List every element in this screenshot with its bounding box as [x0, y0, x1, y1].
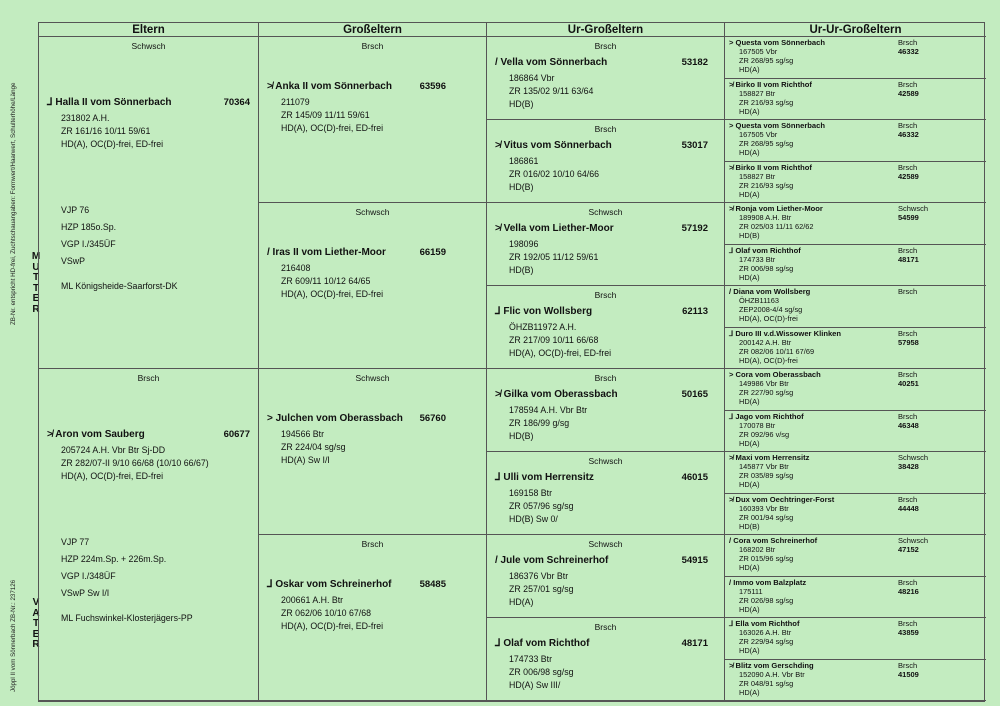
pedigree-cell [487, 286, 725, 369]
dog-name: ⅃ Oskar vom Schreinerhof [267, 579, 392, 590]
registration-number: 46332 [898, 47, 919, 56]
detail-line: ZR 035/89 sg/sg [739, 471, 794, 480]
dog-name: ≯ Gilka vom Oberassbach [495, 389, 618, 400]
pedigree-cell [725, 79, 986, 121]
detail-line: ZR 161/16 10/11 59/61 [61, 126, 151, 136]
coat-color: Schwsch [898, 204, 929, 213]
registration-number: 66159 [419, 247, 446, 258]
detail-line: 200661 A.H. Btr [281, 595, 344, 605]
detail-line: ZR 062/06 10/10 67/68 [281, 608, 371, 618]
dog-name: > Cora vom Oberassbach [729, 370, 821, 379]
performance-line: VGP I./348ÜF [61, 571, 116, 581]
side-note-dog: Jöppl II vom Sönnerbach ZB-Nr.: 237126 [10, 579, 17, 692]
detail-line: ZR 092/96 v/sg [739, 429, 790, 439]
detail-line: HD(A), OC(D)-frei, ED-frei [281, 123, 384, 133]
registration-number: 54599 [898, 213, 919, 222]
registration-number: 46015 [681, 472, 708, 483]
detail-line: ZR 026/98 sg/sg [739, 595, 794, 605]
registration-number: 56760 [419, 413, 446, 424]
detail-line: HD(A), OC(D)-frei, ED-frei [61, 139, 164, 149]
registration-number: 57192 [681, 223, 708, 234]
detail-line: 149986 Vbr Btr [739, 379, 789, 388]
detail-line: 158827 Btr [739, 88, 776, 98]
registration-number: 43859 [898, 628, 919, 637]
detail-line: HD(A) [739, 148, 760, 157]
dog-name: ⅃ Ulli vom Herrensitz [495, 472, 594, 483]
pedigree-cell [487, 203, 725, 286]
dog-name: / Diana vom Wollsberg [729, 287, 811, 296]
detail-line: ZR 001/94 sg/sg [739, 512, 794, 522]
detail-line: 186861 [509, 156, 539, 166]
registration-number: 50165 [681, 389, 708, 400]
detail-line: ZR 186/99 g/sg [509, 418, 570, 428]
detail-line: 169158 Btr [509, 488, 553, 498]
detail-line: HD(B) [509, 431, 534, 441]
detail-line: ZR 224/04 sg/sg [281, 442, 346, 452]
dog-name: ≯ Vitus vom Sönnerbach [495, 140, 612, 151]
registration-number: 60677 [223, 429, 250, 440]
detail-line: HD(A) [739, 687, 760, 697]
dog-name: / Vella vom Sönnerbach [495, 57, 608, 68]
detail-line: HD(A) Sw I/I [281, 455, 330, 465]
dog-name: / Cora vom Schreinerhof [729, 536, 818, 545]
detail-line: 211079 [281, 97, 310, 107]
detail-line: ZR 217/09 10/11 66/68 [509, 335, 599, 345]
dog-name: ⅃ Ella vom Richthof [729, 619, 800, 628]
detail-line: ZR 229/94 sg/sg [739, 637, 794, 646]
dog-name: ≯ Maxi vom Herrensitz [729, 453, 810, 462]
detail-line: ZR 048/91 sg/sg [739, 678, 794, 688]
side-margin [0, 20, 41, 700]
detail-line: ZR 227/90 sg/sg [739, 388, 794, 397]
dog-name: ≯ Ronja vom Liether-Moor [729, 204, 823, 213]
coat-color: Brsch [898, 287, 918, 296]
registration-number: 62113 [682, 306, 708, 317]
detail-line: HD(A) [739, 604, 760, 614]
performance-line: HZP 224m.Sp. + 226m.Sp. [61, 554, 167, 564]
vater-label: V A T E R [32, 597, 40, 650]
coat-color: Brsch [898, 619, 918, 628]
detail-line: HD(A), OC(D)-frei [739, 355, 798, 365]
detail-line: 158827 Btr [739, 171, 776, 181]
detail-line: HD(A) [739, 189, 760, 199]
registration-number: 63596 [419, 81, 446, 92]
detail-line: ZEP2008-4/4 sg/sg [739, 305, 803, 314]
detail-line: ZR 609/11 10/12 64/65 [281, 276, 371, 286]
registration-number: 42589 [898, 171, 919, 181]
dog-name: / Immo vom Balzplatz [729, 577, 807, 587]
pedigree-cell [725, 494, 986, 536]
coat-color: Brsch [594, 622, 617, 632]
coat-color: Schwsch [355, 373, 390, 383]
detail-line: 205724 A.H. Vbr Btr Sj-DD [61, 445, 166, 455]
coat-color: Brsch [898, 328, 918, 338]
coat-color: Brsch [898, 245, 918, 255]
detail-line: ZR 135/02 9/11 63/64 [509, 86, 594, 96]
detail-line: HD(A) [739, 65, 760, 74]
detail-line: ZR 016/02 10/10 64/66 [509, 169, 599, 179]
pedigree-cell [725, 120, 986, 162]
coat-color: Brsch [898, 411, 918, 421]
registration-number: 42589 [898, 88, 919, 98]
pedigree-cell [725, 328, 986, 370]
pedigree-cell [725, 535, 986, 577]
pedigree-cell [725, 162, 986, 204]
detail-line: 170078 Btr [739, 420, 776, 430]
coat-color: Schwsch [588, 539, 623, 549]
detail-line: 189908 A.H. Btr [739, 213, 792, 222]
performance-line: VGP I./345ÜF [61, 239, 116, 249]
detail-line: 167505 Vbr [739, 47, 778, 56]
detail-line: HD(A) [739, 106, 760, 116]
dog-name: ≯ Birko II vom Richthof [729, 79, 812, 89]
pedigree-cell [725, 577, 986, 619]
detail-line: HD(A), OC(D)-frei [739, 314, 798, 323]
performance-line: VSwP Sw I/I [61, 588, 110, 598]
detail-line: HD(B) Sw 0/ [509, 514, 558, 524]
coat-color: Brsch [898, 79, 918, 89]
registration-number: 40251 [898, 379, 919, 388]
coat-color: Brsch [361, 41, 384, 51]
detail-line: 145877 Vbr Btr [739, 462, 789, 471]
detail-line: ÖHZB11972 A.H. [509, 322, 577, 332]
performance-line: ML Königsheide-Saarforst-DK [61, 281, 178, 291]
detail-line: 200142 A.H. Btr [739, 337, 792, 347]
registration-number: 53017 [681, 140, 708, 151]
mutter-label: M U T T E R [31, 251, 41, 315]
detail-line: HD(A) [739, 480, 760, 489]
dog-name: ⅃ Olaf vom Richthof [495, 638, 590, 649]
coat-color: Brsch [898, 494, 918, 504]
detail-line: 167505 Vbr [739, 130, 778, 139]
detail-line: 174733 Btr [739, 254, 776, 264]
pedigree-cell [725, 660, 986, 702]
coat-color: Schwsch [588, 207, 623, 217]
header-3: Ur-Großeltern [487, 23, 725, 37]
registration-number: 53182 [681, 57, 708, 68]
detail-line: ZR 268/95 sg/sg [739, 139, 794, 148]
dog-name: > Questa vom Sönnerbach [729, 38, 826, 47]
detail-line: HD(A) Sw III/ [509, 680, 561, 690]
detail-line: 186376 Vbr Btr [509, 571, 569, 581]
dog-name: ⅃ Jago vom Richthof [729, 411, 804, 421]
detail-line: HD(A) [739, 397, 760, 406]
pedigree-cell [259, 369, 487, 535]
detail-line: HD(A), OC(D)-frei, ED-frei [61, 471, 164, 481]
detail-line: HD(B) [739, 521, 760, 531]
registration-number: 46332 [898, 130, 919, 139]
coat-color: Brsch [594, 373, 617, 383]
registration-number: 48171 [681, 638, 708, 649]
coat-color: Brsch [594, 290, 617, 300]
coat-color: Schwsch [355, 207, 390, 217]
coat-color: Schwsch [898, 453, 929, 462]
header-4: Ur-Ur-Großeltern [725, 23, 986, 37]
coat-color: Brsch [361, 539, 384, 549]
dog-name: / Jule vom Schreinerhof [495, 555, 609, 566]
detail-line: HD(A), OC(D)-frei, ED-frei [281, 621, 384, 631]
registration-number: 57958 [898, 337, 919, 347]
dog-name: ⅃ Halla II vom Sönnerbach [47, 97, 172, 108]
detail-line: ZR 015/96 sg/sg [739, 554, 794, 563]
registration-number: 58485 [419, 579, 446, 590]
detail-line: ÖHZB11163 [739, 296, 779, 305]
registration-number: 70364 [223, 97, 250, 108]
registration-number: 48171 [898, 254, 919, 264]
pedigree-cell [725, 286, 986, 328]
detail-line: HD(A), OC(D)-frei, ED-frei [509, 348, 612, 358]
pedigree-cell [487, 535, 725, 618]
detail-line: ZR 192/05 11/12 59/61 [509, 252, 599, 262]
detail-line: 178594 A.H. Vbr Btr [509, 405, 588, 415]
detail-line: ZR 025/03 11/11 62/62 [739, 222, 814, 231]
detail-line: 160393 Vbr Btr [739, 503, 789, 513]
detail-line: HD(B) [509, 182, 534, 192]
detail-line: 152090 A.H. Vbr Btr [739, 669, 805, 679]
dog-name: ⅃ Flic von Wollsberg [495, 306, 593, 317]
pedigree-cell [725, 37, 986, 79]
detail-line: 194566 Btr [281, 429, 325, 439]
dog-name: ≯ Birko II vom Richthof [729, 162, 812, 172]
dog-name: ≯ Blitz vom Gerschding [729, 660, 814, 670]
dog-name: ≯ Vella vom Liether-Moor [495, 223, 614, 234]
dog-name: ⅃ Olaf vom Richthof [729, 245, 801, 255]
coat-color: Schwsch [588, 456, 623, 466]
coat-color: Brsch [898, 162, 918, 172]
detail-line: HD(A) [739, 646, 760, 655]
detail-line: ZR 082/06 10/11 67/69 [739, 346, 815, 356]
detail-line: ZR 216/93 sg/sg [739, 180, 794, 190]
detail-line: 163026 A.H. Btr [739, 628, 792, 637]
detail-line: ZR 057/96 sg/sg [509, 501, 574, 511]
detail-line: HD(A) [739, 438, 760, 448]
detail-line: HD(B) [509, 265, 534, 275]
coat-color: Brsch [898, 660, 918, 670]
coat-color: Schwsch [131, 41, 166, 51]
detail-line: 216408 [281, 263, 311, 273]
pedigree-cell [487, 369, 725, 452]
dog-name: ≯ Anka II vom Sönnerbach [267, 81, 392, 92]
coat-color: Brsch [898, 370, 918, 379]
performance-line: VJP 76 [61, 205, 90, 215]
detail-line: ZR 006/98 sg/sg [509, 667, 574, 677]
registration-number: 48216 [898, 586, 919, 596]
pedigree-cell [725, 618, 986, 660]
coat-color: Brsch [594, 124, 617, 134]
detail-line: ZR 006/98 sg/sg [739, 263, 794, 273]
dog-name: > Questa vom Sönnerbach [729, 121, 826, 130]
registration-number: 54915 [681, 555, 708, 566]
detail-line: ZR 145/09 11/11 59/61 [281, 110, 370, 120]
coat-color: Brsch [898, 577, 918, 587]
pedigree-cell [39, 37, 259, 369]
side-note-legend: ZB-Nr. entspricht HD-frei, Zuchtschauangaben: Formwert/Haarwert, Schulterhöhe/Länge [10, 82, 17, 325]
pedigree-cell [259, 535, 487, 701]
dog-name: ⅃ Duro III v.d.Wissower Klinken [729, 328, 842, 338]
dog-name: > Julchen vom Oberassbach [267, 413, 403, 424]
pedigree-cell [487, 120, 725, 203]
detail-line: ZR 216/93 sg/sg [739, 97, 794, 107]
coat-color: Brsch [594, 41, 617, 51]
dog-name: ≯ Dux vom Oechtringer-Forst [729, 494, 835, 504]
detail-line: ZR 268/95 sg/sg [739, 56, 794, 65]
pedigree-cell [259, 37, 487, 203]
coat-color: Schwsch [898, 536, 929, 545]
detail-line: HD(A), OC(D)-frei, ED-frei [281, 289, 384, 299]
coat-color: Brsch [898, 121, 918, 130]
detail-line: HD(B) [509, 99, 534, 109]
registration-number: 38428 [898, 462, 919, 471]
header-1: Eltern [39, 23, 259, 37]
pedigree-cell [725, 411, 986, 453]
dog-name: / Iras II vom Liether-Moor [267, 247, 386, 258]
detail-line: 231802 A.H. [61, 113, 110, 123]
registration-number: 44448 [898, 503, 919, 513]
coat-color: Brsch [137, 373, 160, 383]
pedigree-cell [39, 369, 259, 701]
pedigree-table [38, 22, 985, 702]
detail-line: HD(A) [509, 597, 534, 607]
pedigree-cell [487, 452, 725, 535]
performance-line: VSwP [61, 256, 85, 266]
registration-number: 47152 [898, 545, 919, 554]
detail-line: ZR 257/01 sg/sg [509, 584, 574, 594]
detail-line: HD(B) [739, 231, 760, 240]
pedigree-cell [487, 618, 725, 701]
detail-line: 198096 [509, 239, 539, 249]
pedigree-cell [487, 37, 725, 120]
detail-line: ZR 282/07-II 9/10 66/68 (10/10 66/67) [61, 458, 209, 468]
performance-line: VJP 77 [61, 537, 90, 547]
coat-color: Brsch [898, 38, 918, 47]
pedigree-cell [259, 203, 487, 369]
registration-number: 41509 [898, 669, 919, 679]
pedigree-cell [725, 245, 986, 287]
detail-line: HD(A) [739, 272, 760, 282]
pedigree-cell [725, 369, 986, 411]
detail-line: 168202 Btr [739, 545, 776, 554]
dog-name: ≯ Aron vom Sauberg [47, 429, 145, 440]
header-2: Großeltern [259, 23, 487, 37]
detail-line: 174733 Btr [509, 654, 553, 664]
detail-line: 175111 [739, 586, 763, 596]
pedigree-cell [725, 203, 986, 245]
performance-line: HZP 185o.Sp. [61, 222, 117, 232]
detail-line: 186864 Vbr [509, 73, 555, 83]
pedigree-cell [725, 452, 986, 494]
detail-line: HD(A) [739, 563, 760, 572]
performance-line: ML Fuchswinkel-Klosterjägers-PP [61, 613, 193, 623]
registration-number: 46348 [898, 420, 919, 430]
